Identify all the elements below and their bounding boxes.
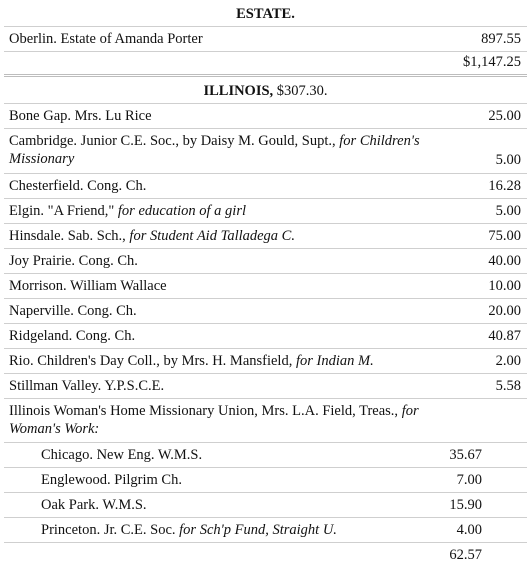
subentry-amount: 35.67: [449, 447, 482, 463]
union-subentry-row: [4, 493, 527, 518]
entry-purpose: for Student Aid Talladega C.: [129, 228, 295, 244]
entry-text: Oak Park. W.M.S.: [41, 497, 147, 513]
union-row: [4, 399, 527, 443]
ledger-row-desc: [9, 327, 135, 345]
ledger-row-desc: [9, 132, 454, 168]
ledger-row-amount: 40.87: [488, 328, 521, 344]
subentry-desc: [41, 521, 337, 539]
entry-text: Cambridge. Junior C.E. Soc., by Daisy M. Gould, Supt.,: [9, 133, 340, 149]
union-total: 62.57: [449, 547, 482, 563]
ledger-row: [4, 199, 527, 224]
ledger-row-desc: [9, 202, 246, 220]
ledger-row-desc: [9, 302, 137, 320]
entry-purpose: for Children's Missionary: [9, 133, 420, 167]
union-subentry-row: [4, 468, 527, 493]
ledger-row: [4, 224, 527, 249]
ledger-row-amount: 25.00: [488, 108, 521, 124]
ledger-row-amount: 5.00: [495, 152, 521, 168]
entry-purpose: for Sch'p Fund, Straight U.: [179, 522, 337, 538]
entry-text: Stillman Valley. Y.P.S.C.E.: [9, 378, 165, 394]
union-subentry-row: [4, 443, 527, 468]
ledger-row-desc: [9, 107, 152, 125]
entry-text: Ridgeland. Cong. Ch.: [9, 328, 136, 344]
illinois-heading-row: [4, 78, 527, 104]
subentry-amount: 4.00: [456, 522, 482, 538]
ledger-row-amount: 5.58: [495, 378, 521, 394]
estate-entry-row: [4, 27, 527, 52]
ledger-row: [4, 374, 527, 399]
entry-text: Hinsdale. Sab. Sch.,: [9, 228, 130, 244]
entry-text: Chesterfield. Cong. Ch.: [9, 178, 147, 194]
ledger-row: [4, 349, 527, 374]
ledger-row: [4, 174, 527, 199]
subentry-desc: [41, 446, 202, 464]
ledger-row: [4, 324, 527, 349]
ledger-row: [4, 129, 527, 174]
union-subentry-row: [4, 518, 527, 543]
ledger-row-amount: 10.00: [488, 278, 521, 294]
ledger-row-amount: 75.00: [488, 228, 521, 244]
estate-heading-row: [4, 2, 527, 27]
subentry-amount: 15.90: [449, 497, 482, 513]
ledger-row: [4, 104, 527, 129]
ledger-row-desc: [9, 277, 167, 295]
ledger-row: [4, 299, 527, 324]
subentry-desc: [41, 496, 147, 514]
illinois-heading-label: ILLINOIS,: [203, 83, 274, 99]
entry-text: Morrison. William Wallace: [9, 278, 167, 294]
subentry-desc: [41, 471, 182, 489]
subentry-amount: 7.00: [456, 472, 482, 488]
entry-text: Elgin. "A Friend,": [9, 203, 118, 219]
illinois-heading-amount: $307.30.: [273, 83, 328, 99]
entry-purpose: for education of a girl: [117, 203, 246, 219]
ledger-row-desc: [9, 177, 146, 195]
entry-text: Englewood. Pilgrim Ch.: [41, 472, 182, 488]
ledger-row-amount: 20.00: [488, 303, 521, 319]
union-total-row: [4, 543, 527, 567]
union-text: Illinois Woman's Home Missionary Union, Mrs. L.A. Field, Treas.,: [9, 403, 402, 419]
ledger-row-desc: [9, 377, 164, 395]
union-purpose: for Woman's Work:: [9, 403, 419, 437]
ledger-row: [4, 249, 527, 274]
ledger-row-amount: 40.00: [488, 253, 521, 269]
ledger-row-desc: [9, 252, 138, 270]
ledger-row-amount: 5.00: [495, 203, 521, 219]
estate-heading: ESTATE.: [236, 6, 295, 22]
entry-purpose: for Indian M.: [295, 353, 374, 369]
ledger-row-amount: 16.28: [488, 178, 521, 194]
entry-text: Bone Gap. Mrs. Lu Rice: [9, 108, 152, 124]
estate-entry-amount: 897.55: [481, 31, 521, 47]
estate-entry-desc: Oberlin. Estate of Amanda Porter: [9, 31, 203, 47]
ledger-row-amount: 2.00: [495, 353, 521, 369]
ledger-row: [4, 274, 527, 299]
estate-total-row: [4, 52, 527, 77]
entry-text: Rio. Children's Day Coll., by Mrs. H. Mansfield,: [9, 353, 296, 369]
entry-text: Chicago. New Eng. W.M.S.: [41, 447, 203, 463]
estate-total: $1,147.25: [463, 54, 521, 70]
entry-text: Joy Prairie. Cong. Ch.: [9, 253, 138, 269]
ledger-row-desc: [9, 227, 295, 245]
entry-text: Princeton. Jr. C.E. Soc.: [41, 522, 180, 538]
entry-text: Naperville. Cong. Ch.: [9, 303, 137, 319]
ledger-row-desc: [9, 352, 374, 370]
union-desc: [9, 402, 449, 438]
illinois-heading: [4, 82, 527, 100]
